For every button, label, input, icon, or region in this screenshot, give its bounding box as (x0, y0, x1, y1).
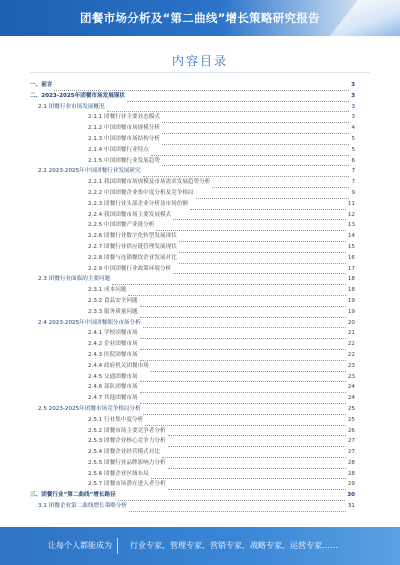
toc-entry-label: 二、2023-2025年团餐市场发展现状 (30, 92, 125, 99)
toc-entry[interactable] (30, 404, 355, 415)
toc-entry-label: 2.4 2023-2025年中国团餐细分市场分析 (38, 319, 141, 326)
toc-entry-page: 29 (347, 481, 355, 488)
toc-entry[interactable] (30, 382, 355, 393)
toc-entry-label: 2.2.1 我国团餐市场规模及市场需求发展趋势分析 (88, 179, 211, 186)
toc-leader-dots (143, 407, 346, 415)
toc-entry[interactable] (30, 242, 355, 253)
toc-entry-label: 2.1 团餐行业市场发展概况 (38, 103, 105, 110)
toc-leader-dots (143, 320, 346, 328)
toc-entry[interactable] (30, 253, 355, 264)
toc-leader-dots (168, 428, 346, 436)
toc-entry-page: 5 (351, 146, 355, 153)
toc-entry[interactable] (30, 501, 355, 512)
toc-leader-dots (168, 439, 346, 447)
toc-leader-dots (173, 212, 346, 220)
toc-leader-dots (140, 353, 346, 361)
toc-entry-page: 4 (351, 125, 355, 132)
toc-entry-page: 28 (347, 470, 355, 477)
toc-entry-page: 3 (351, 103, 355, 110)
toc-entry[interactable] (30, 372, 355, 383)
toc-entry-label: 2.1.4 中国团餐行业特点 (88, 146, 149, 153)
toc-entry[interactable] (30, 328, 355, 339)
toc-entry-label: 2.3.1 成本问题 (88, 287, 127, 294)
toc-entry[interactable] (30, 415, 355, 426)
toc-leader-dots (127, 94, 349, 102)
toc-entry-page: 3 (351, 82, 355, 88)
toc-entry[interactable] (30, 91, 355, 102)
toc-entry-page: 15 (347, 243, 355, 250)
toc-leader-dots (129, 504, 346, 512)
toc-entry-label: 2.2.2 中国团餐企业集中度分析及竞争格局 (88, 189, 194, 196)
toc-entry[interactable] (30, 458, 355, 469)
toc-entry-page: 20 (347, 319, 355, 326)
toc-entry-page: 24 (347, 395, 355, 402)
toc-entry-label: 一、前言 (30, 82, 53, 88)
footer-divider (117, 538, 118, 554)
toc-entry-label: 2.4.4 政府机关团餐市场 (88, 362, 149, 369)
toc-entry-label: 2.2.7 团餐行业供应链管理发展现状 (88, 243, 177, 250)
toc-leader-dots (140, 299, 346, 307)
toc-entry-page: 25 (347, 416, 355, 423)
toc-entry[interactable] (30, 490, 355, 501)
toc-leader-dots (196, 191, 350, 199)
toc-entry-label: 2.4.3 医院团餐市场 (88, 351, 138, 358)
toc-entry-page: 11 (347, 200, 355, 207)
toc-entry[interactable] (30, 220, 355, 231)
toc-entry-page: 26 (347, 427, 355, 434)
toc-entry-label: 2.2.9 中国团餐行业政策环境分析 (88, 265, 172, 272)
report-header (0, 0, 400, 36)
toc-leader-dots (140, 385, 346, 393)
toc-leader-dots (162, 126, 349, 134)
toc-entry[interactable] (30, 102, 355, 113)
toc-leader-dots (179, 245, 346, 253)
toc-entry-page: 25 (347, 405, 355, 412)
toc-entry-page: 7 (351, 168, 355, 175)
toc-entry[interactable] (30, 339, 355, 350)
toc-entry[interactable] (30, 199, 355, 210)
toc-leader-dots (54, 83, 349, 91)
toc-leader-dots (156, 223, 346, 231)
toc-entry-page: 7 (351, 179, 355, 186)
toc-entry-page: 23 (347, 362, 355, 369)
toc-entry[interactable] (30, 177, 355, 188)
toc-entry-label: 2.4.1 学校团餐市场 (88, 330, 138, 337)
toc-entry-page: 18 (347, 287, 355, 294)
toc-leader-dots (140, 342, 346, 350)
toc-entry-page: 14 (347, 233, 355, 240)
toc-entry[interactable] (30, 166, 355, 177)
toc-entry[interactable] (30, 80, 355, 91)
toc-entry[interactable] (30, 156, 355, 167)
toc-leader-dots (151, 364, 346, 372)
toc-leader-dots (162, 137, 349, 145)
toc-entry-label: 2.3.2 食品安全问题 (88, 297, 138, 304)
toc-entry-page: 19 (347, 308, 355, 315)
toc-leader-dots (179, 256, 346, 264)
toc-leader-dots (145, 418, 346, 426)
toc-entry[interactable] (30, 264, 355, 275)
toc-entry-label: 2.1.2 中国团餐市场规模分析 (88, 125, 160, 132)
toc-entry-page: 17 (347, 265, 355, 272)
toc-leader-dots (168, 482, 346, 490)
toc-entry-label: 2.3.3 服务质量问题 (88, 308, 138, 315)
toc-entry[interactable] (30, 112, 355, 123)
toc-entry-label: 2.4.2 企业团餐市场 (88, 341, 138, 348)
toc-entry-page: 19 (347, 297, 355, 304)
toc-divider (30, 72, 370, 73)
toc-entry[interactable] (30, 134, 355, 145)
toc-entry[interactable] (30, 426, 355, 437)
toc-leader-dots (179, 234, 346, 242)
toc-entry[interactable] (30, 296, 355, 307)
toc-entry-page: 24 (347, 384, 355, 391)
toc-entry-page: 22 (347, 341, 355, 348)
toc-entry[interactable] (30, 274, 355, 285)
toc-entry-label: 三、团餐行业“第二曲线”增长路径 (30, 492, 116, 499)
toc-leader-dots (168, 461, 346, 469)
toc-entry-page: 30 (347, 492, 355, 499)
toc-leader-dots (151, 471, 346, 479)
toc-leader-dots (118, 493, 346, 501)
toc-leader-dots (190, 202, 346, 210)
toc-entry[interactable] (30, 123, 355, 134)
toc-entry[interactable] (30, 188, 355, 199)
toc-entry-label: 2.5.7 团餐市场潜在进入者分析 (88, 481, 166, 488)
toc-entry-label: 2.5.3 团餐企业核心竞争力分析 (88, 438, 166, 445)
toc-entry[interactable] (30, 436, 355, 447)
toc-entry-page: 3 (351, 92, 355, 99)
toc-entry-page: 16 (347, 254, 355, 261)
toc-entry[interactable] (30, 231, 355, 242)
toc-entry[interactable] (30, 318, 355, 329)
toc-entry-label: 2.3 团餐行业面临的主要问题 (38, 276, 111, 283)
toc-leader-dots (140, 331, 346, 339)
toc-leader-dots (140, 310, 346, 318)
toc-leader-dots (173, 266, 346, 274)
toc-entry-label: 2.5.4 团餐企业经营模式对比 (88, 449, 160, 456)
toc-leader-dots (162, 158, 349, 166)
toc-entry-page: 22 (347, 351, 355, 358)
toc-entry-page: 9 (351, 189, 355, 196)
toc-leader-dots (162, 115, 349, 123)
toc-entry[interactable] (30, 361, 355, 372)
toc-entry-label: 2.5 2023-2025年团餐市场竞争格局分析 (38, 405, 141, 412)
toc-entry-label: 2.2.4 我国团餐市场主要发展模式 (88, 211, 172, 218)
toc-entry-label: 2.1.1 团餐行业主要业态模式 (88, 114, 160, 121)
toc-entry[interactable] (30, 145, 355, 156)
toc-entry-page: 6 (351, 157, 355, 164)
toc-entry-page: 13 (347, 222, 355, 229)
toc-entry[interactable] (30, 307, 355, 318)
toc-entry-label: 2.2.5 中国团餐产业链分析 (88, 222, 155, 229)
footer-cta: 让每个人都能成为 (48, 541, 112, 550)
toc-entry-page: 5 (351, 135, 355, 142)
toc-entry-page: 28 (347, 459, 355, 466)
toc-entry-page: 12 (347, 211, 355, 218)
toc-entry-label: 2.5.5 团餐行业品牌影响力分析 (88, 459, 166, 466)
toc-leader-dots (112, 277, 346, 285)
toc-leader-dots (212, 180, 349, 188)
toc-entry-label: 2.4.7 其他团餐市场 (88, 395, 138, 402)
toc-leader-dots (140, 396, 346, 404)
toc-entry[interactable] (30, 393, 355, 404)
toc-entry[interactable] (30, 210, 355, 221)
toc-leader-dots (140, 374, 346, 382)
toc-entry-label: 2.5.1 行业集中度分析 (88, 416, 144, 423)
footer-banner (0, 527, 400, 565)
toc-entry-page: 23 (347, 373, 355, 380)
toc-entry-label: 2.5.6 团餐企业区域布局 (88, 470, 149, 477)
toc-entry-label: 2.4.5 交通团餐市场 (88, 373, 138, 380)
toc-entry-label: 2.5.2 团餐市场主要竞争者分析 (88, 427, 166, 434)
toc-leader-dots (151, 148, 350, 156)
toc-entry-page: 3 (351, 114, 355, 121)
toc-entry-page: 18 (347, 276, 355, 283)
toc-entry[interactable] (30, 479, 355, 490)
toc-entry-page: 27 (347, 438, 355, 445)
toc-leader-dots (143, 169, 350, 177)
table-of-contents (30, 80, 355, 512)
toc-entry-page: 21 (347, 330, 355, 337)
toc-entry-page: 27 (347, 449, 355, 456)
toc-leader-dots (107, 104, 350, 112)
toc-entry[interactable] (30, 285, 355, 296)
toc-entry-label: 2.2.3 团餐行业头部企业分析及市场份额 (88, 200, 188, 207)
toc-entry-label: 2.1.5 中国团餐行业发展趋势 (88, 157, 160, 164)
toc-leader-dots (128, 288, 345, 296)
toc-entry-label: 2.2.8 团餐与连锁餐饮企业发展对比 (88, 254, 177, 261)
toc-entry-label: 2.4.6 部队团餐市场 (88, 384, 138, 391)
toc-entry[interactable] (30, 350, 355, 361)
toc-entry-label: 2.1.3 中国团餐市场结构分析 (88, 135, 160, 142)
toc-entry[interactable] (30, 469, 355, 480)
footer-roles: 行业专家、管理专家、营销专家、战略专家、运营专家…… (130, 541, 338, 550)
report-title: 团餐市场分析及“第二曲线”增长策略研究报告 (80, 11, 320, 25)
toc-entry-page: 31 (347, 503, 355, 510)
toc-entry-label: 3.1 团餐企业第二曲线增长策略分析 (38, 503, 127, 510)
toc-heading: 内容目录 (171, 54, 228, 68)
toc-entry[interactable] (30, 447, 355, 458)
toc-leader-dots (162, 450, 346, 458)
toc-entry-label: 2.2 2023-2025年中国团餐行业发展研究 (38, 168, 141, 175)
toc-entry-label: 2.2.6 团餐行业数字化转型发展现状 (88, 233, 177, 240)
